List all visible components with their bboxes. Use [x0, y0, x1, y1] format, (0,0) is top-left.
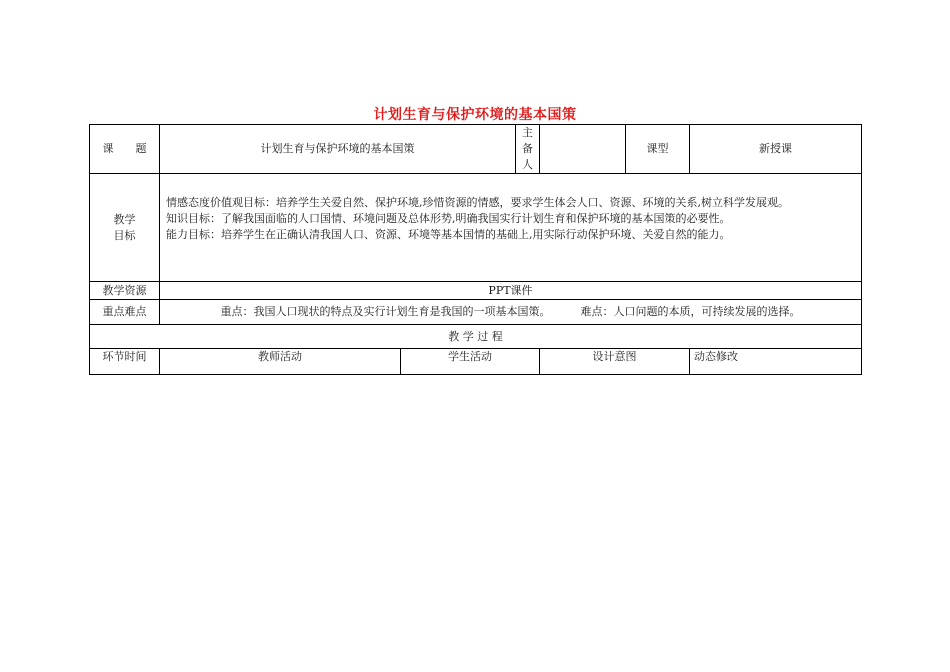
goals-content [160, 174, 862, 282]
col-teacher-activity: 教师活动 [160, 349, 401, 375]
preparer-label: 主备人 [516, 125, 540, 174]
key-points-content [160, 300, 862, 325]
preparer-value [540, 125, 626, 174]
goal-ability: 能力目标：培养学生在正确认清我国人口、资源、环境等基本国情的基础上,用实际行动保护环境、关爱自然的能力。 [166, 227, 731, 241]
goals-label-line2: 目标 [113, 228, 136, 242]
lesson-type-value: 新授课 [690, 125, 862, 174]
topic-label: 课 题 [90, 125, 160, 174]
key-points-label: 重点难点 [90, 300, 160, 325]
resources-value: PPT课件 [160, 282, 862, 300]
col-student-activity: 学生活动 [401, 349, 540, 375]
process-title-row [90, 325, 862, 349]
goal-emotion: 情感态度价值观目标：培养学生关爱自然、保护环境,珍惜资源的情感，要求学生体会人口、资源、环境的关系,树立科学发展观。 [166, 195, 789, 209]
resources-label: 教学资源 [90, 282, 160, 300]
goals-label-line1: 教学 [113, 212, 136, 226]
header-row [90, 125, 862, 174]
resources-row [90, 282, 862, 300]
col-stage-time: 环节时间 [90, 349, 160, 375]
topic-value: 计划生育与保护环境的基本国策 [160, 125, 516, 174]
goals-label [90, 174, 160, 282]
goals-row [90, 174, 862, 282]
key-point: 重点：我国人口现状的特点及实行计划生育是我国的一项基本国策。 [220, 305, 551, 318]
goal-knowledge: 知识目标：了解我国面临的人口国情、环境问题及总体形势,明确我国实行计划生育和保护环境的基本国策的必要性。 [166, 211, 731, 225]
key-points-row [90, 300, 862, 325]
process-title: 教 学 过 程 [90, 325, 862, 349]
lesson-plan-table [89, 124, 862, 375]
lesson-type-label: 课型 [626, 125, 690, 174]
document-title: 计划生育与保护环境的基本国策 [373, 107, 577, 123]
difficult-point: 难点：人口问题的本质，可持续发展的选择。 [580, 305, 801, 318]
col-dynamic-revision: 动态修改 [690, 349, 862, 375]
process-columns-row [90, 349, 862, 375]
col-design-intent: 设计意图 [540, 349, 690, 375]
